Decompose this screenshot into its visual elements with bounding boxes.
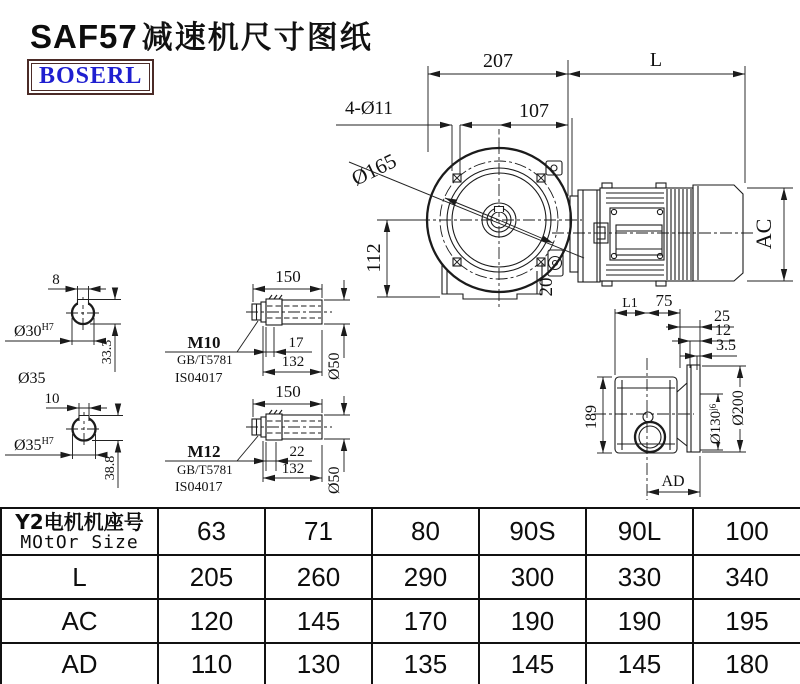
dim-od50-top: Ø50 bbox=[326, 352, 343, 380]
dim-25-label: 25 bbox=[714, 308, 730, 325]
table-cell: 135 bbox=[372, 643, 479, 684]
dim-bore-35-label: $Ø35^{H7}$ bbox=[14, 436, 54, 454]
header-motor-size-en: MOtOr Size bbox=[20, 531, 139, 553]
dim-3-5-label: 3.5 bbox=[716, 337, 736, 354]
table-cell: 330 bbox=[586, 555, 693, 599]
dim-L1-label: L1 bbox=[622, 296, 638, 311]
table-cell: 110 bbox=[158, 643, 265, 684]
dim-17-label: 17 bbox=[288, 335, 304, 351]
dim-207-label: 207 bbox=[483, 50, 513, 72]
front-view-dimensions bbox=[336, 49, 793, 297]
dim-AD-label: AD bbox=[661, 473, 685, 490]
dim-AC-label: AC bbox=[751, 218, 776, 250]
dim-132-bottom: 132 bbox=[281, 461, 305, 477]
col-71: 71 bbox=[265, 508, 372, 555]
dim-20-label: 20 bbox=[536, 277, 557, 297]
standard-iso4017-top: IS04017 bbox=[175, 371, 223, 386]
dim-150-top: 150 bbox=[275, 267, 301, 286]
table-cell: 260 bbox=[265, 555, 372, 599]
table-cell: 205 bbox=[158, 555, 265, 599]
col-63: 63 bbox=[158, 508, 265, 555]
dim-keyway-width-8: 8 bbox=[52, 272, 60, 288]
dim-22-label: 22 bbox=[289, 444, 305, 460]
dim-150-bottom: 150 bbox=[275, 382, 301, 401]
dim-12-label: 12 bbox=[715, 322, 731, 339]
shaft-section-top bbox=[5, 272, 121, 372]
table-cell: 340 bbox=[693, 555, 800, 599]
table-cell: 300 bbox=[479, 555, 586, 599]
dim-132-top: 132 bbox=[281, 354, 305, 370]
dim-189-label: 189 bbox=[583, 405, 600, 429]
brand-logo-text: BOSERL bbox=[39, 63, 143, 89]
table-cell: 170 bbox=[372, 599, 479, 643]
dim-od50-bottom: Ø50 bbox=[326, 466, 343, 494]
title-chinese: 减速机尺寸图纸 bbox=[141, 20, 373, 56]
dim-L-label: L bbox=[649, 49, 663, 71]
standard-gb-t5781-bottom: GB/T5781 bbox=[177, 462, 233, 477]
table-cell: 190 bbox=[586, 599, 693, 643]
dim-bore-30-label: $Ø30^{H7}$ bbox=[14, 322, 54, 340]
table-header-row bbox=[1, 508, 800, 555]
table-cell: 190 bbox=[479, 599, 586, 643]
table-cell: 180 bbox=[693, 643, 800, 684]
table-cell: 195 bbox=[693, 599, 800, 643]
standard-iso4017-bottom: IS04017 bbox=[175, 480, 223, 495]
standard-gb-t5781-top: GB/T5781 bbox=[177, 352, 233, 367]
table-cell: 145 bbox=[586, 643, 693, 684]
table-row-L bbox=[1, 555, 800, 599]
dim-bolt-holes-label: 4-Ø11 bbox=[345, 98, 393, 119]
table-cell: 120 bbox=[158, 599, 265, 643]
table-cell: 130 bbox=[265, 643, 372, 684]
label-o35: Ø35 bbox=[18, 370, 46, 387]
side-view-dimensions bbox=[583, 291, 748, 497]
dim-key-depth-38-8: 38.8 bbox=[103, 455, 118, 481]
row-label-AC: AC bbox=[1, 599, 158, 643]
table-cell: 145 bbox=[479, 643, 586, 684]
thread-spec-m10: M10 bbox=[187, 333, 221, 352]
front-view-geometry bbox=[418, 142, 756, 308]
table-row-AD bbox=[1, 643, 800, 684]
dim-key-depth-33-3: 33.3 bbox=[100, 339, 115, 365]
header-motor-size bbox=[1, 508, 158, 555]
motor-dimension-table bbox=[0, 507, 800, 684]
col-80: 80 bbox=[372, 508, 479, 555]
table-cell: 145 bbox=[265, 599, 372, 643]
dim-112-label: 112 bbox=[363, 243, 385, 273]
dim-bolt-circle-label: Ø165 bbox=[347, 148, 401, 191]
col-100: 100 bbox=[693, 508, 800, 555]
dim-200-label: Ø200 bbox=[730, 390, 747, 426]
dim-75-label: 75 bbox=[655, 291, 673, 310]
table-cell: 290 bbox=[372, 555, 479, 599]
sleeve-detail-bottom bbox=[165, 382, 350, 495]
thread-spec-m12: M12 bbox=[187, 442, 221, 461]
col-90L: 90L bbox=[586, 508, 693, 555]
header-motor-size-cn: Y2电机机座号 bbox=[15, 509, 144, 534]
col-90S: 90S bbox=[479, 508, 586, 555]
dim-keyway-width-10: 10 bbox=[44, 391, 60, 407]
row-label-L: L bbox=[1, 555, 158, 599]
row-label-AD: AD bbox=[1, 643, 158, 684]
dim-107-label: 107 bbox=[519, 100, 549, 122]
sleeve-detail-top bbox=[165, 267, 350, 386]
table-row-AC bbox=[1, 599, 800, 643]
model-number: SAF57 bbox=[30, 18, 138, 55]
shaft-section-bottom bbox=[5, 391, 123, 488]
dim-130-label: $Ø130^{j6}$ bbox=[708, 403, 724, 445]
